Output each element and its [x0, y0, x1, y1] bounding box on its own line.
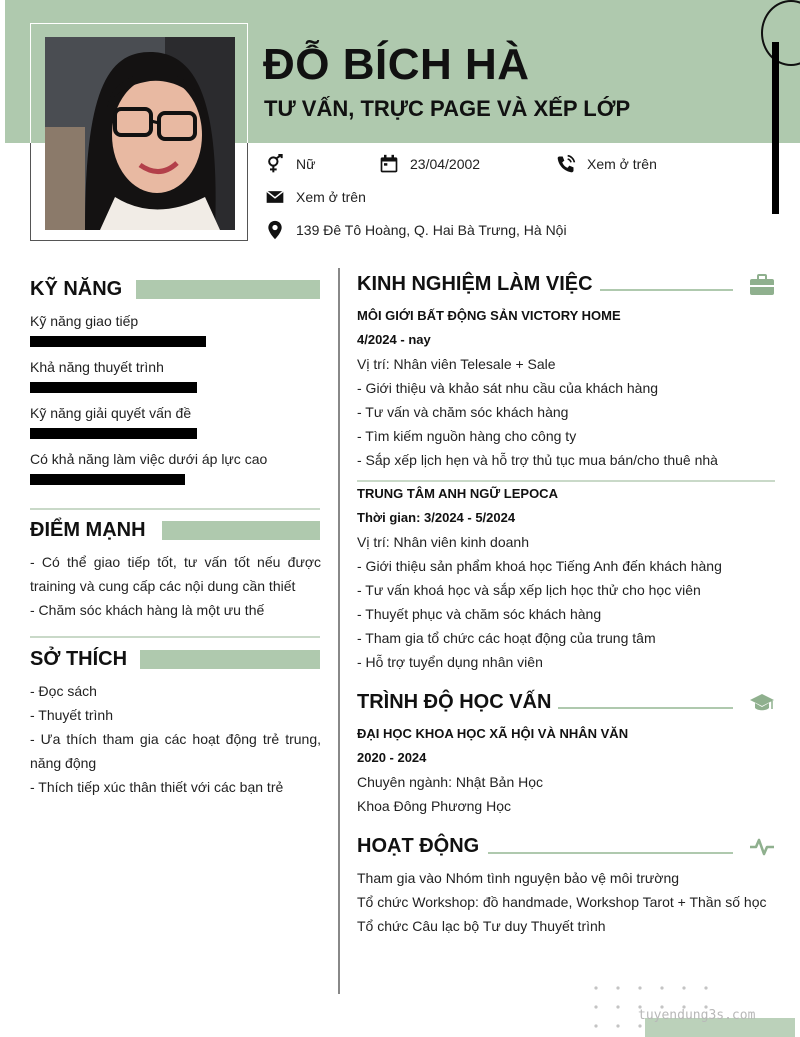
decorative-bar — [772, 42, 779, 214]
activities-title-line — [488, 852, 733, 854]
activity-item: Tổ chức Câu lạc bộ Tư duy Thuyết trình — [357, 918, 606, 934]
job-task: - Tư vấn khoá học và sắp xếp lịch học thử cho học viên — [357, 582, 701, 598]
job-position: Vị trí: Nhân viên kinh doanh — [357, 534, 529, 550]
avatar — [45, 37, 235, 230]
hobbies-title: SỞ THÍCH — [30, 648, 128, 670]
envelope-icon — [265, 187, 285, 207]
education-major: Chuyên ngành: Nhật Bản Học — [357, 774, 544, 790]
strengths-title: ĐIỂM MẠNH — [30, 519, 146, 541]
address-value: 139 Đê Tô Hoàng, Q. Hai Bà Trưng, Hà Nội — [296, 222, 567, 238]
strength-item: - Có thể giao tiếp tốt, tư vấn tốt nếu được training và cung cấp các nội dung cần thiết — [30, 554, 321, 594]
experience-title: KINH NGHIỆM LÀM VIỆC — [357, 273, 593, 295]
job-task: - Giới thiệu sản phẩm khoá học Tiếng Anh đến khách hàng — [357, 558, 722, 574]
skill-bar — [30, 336, 206, 347]
job-task: - Hỗ trợ tuyển dụng nhân viên — [357, 654, 543, 670]
skill-label: Kỹ năng giao tiếp — [30, 313, 139, 329]
column-divider — [338, 268, 340, 994]
phone-icon — [556, 154, 576, 174]
school-name: ĐẠI HỌC KHOA HỌC XÃ HỘI VÀ NHÂN VĂN — [357, 726, 629, 741]
job-title: TƯ VẤN, TRỰC PAGE VÀ XẾP LỚP — [264, 96, 631, 121]
activity-item: Tham gia vào Nhóm tình nguyện bảo vệ môi trường — [357, 870, 680, 886]
education-title-line — [558, 707, 733, 709]
education-period: 2020 - 2024 — [357, 750, 427, 765]
job-position: Vị trí: Nhân viên Telesale + Sale — [357, 356, 556, 372]
skill-label: Khả năng thuyết trình — [30, 359, 164, 375]
strengths-title-bar — [162, 521, 320, 540]
skill-bar — [30, 474, 185, 485]
email-value: Xem ở trên — [296, 189, 366, 205]
skill-bar — [30, 428, 197, 439]
hobby-item: - Thích tiếp xúc thân thiết với các bạn trẻ — [30, 779, 284, 795]
job-task: - Tìm kiếm nguồn hàng cho công ty — [357, 428, 577, 444]
graduation-cap-icon — [749, 690, 775, 716]
pulse-icon — [749, 834, 775, 860]
birthday-info — [379, 154, 480, 174]
job-task: - Tham gia tổ chức các hoạt động của trung tâm — [357, 630, 656, 646]
gender-icon — [265, 154, 285, 174]
hobby-item: - Thuyết trình — [30, 707, 114, 723]
job-task: - Thuyết phục và chăm sóc khách hàng — [357, 606, 602, 622]
company-name: MÔI GIỚI BẤT ĐỘNG SẢN VICTORY HOME — [357, 308, 621, 323]
phone-info — [556, 154, 657, 174]
activity-item: Tổ chức Workshop: đồ handmade, Workshop Tarot + Thần số học — [357, 894, 767, 910]
education-faculty: Khoa Đông Phương Học — [357, 798, 511, 814]
briefcase-icon — [749, 272, 775, 298]
email-info — [265, 187, 366, 207]
skill-bar — [30, 382, 197, 393]
skills-title-bar — [136, 280, 320, 299]
hobby-item: - Đọc sách — [30, 683, 97, 699]
divider — [30, 508, 320, 510]
job-task: - Sắp xếp lịch hẹn và hỗ trợ thủ tục mua bán/cho thuê nhà — [357, 452, 718, 468]
calendar-icon — [379, 154, 399, 174]
strength-item: - Chăm sóc khách hàng là một ưu thế — [30, 602, 265, 618]
birthday-value: 23/04/2002 — [410, 156, 481, 172]
address-info — [265, 220, 567, 240]
skill-label: Kỹ năng giải quyết vấn đề — [30, 405, 192, 421]
gender-value: Nữ — [296, 156, 316, 172]
phone-value: Xem ở trên — [587, 156, 657, 172]
job-task: - Giới thiệu và khảo sát nhu cầu của khách hàng — [357, 380, 659, 396]
gender-info — [265, 154, 315, 174]
job-period: Thời gian: 3/2024 - 5/2024 — [357, 510, 516, 525]
skill-label: Có khả năng làm việc dưới áp lực cao — [30, 451, 268, 467]
candidate-name: ĐỖ BÍCH HÀ — [263, 40, 530, 89]
company-name: TRUNG TÂM ANH NGỮ LEPOCA — [357, 486, 558, 501]
watermark: tuyendung3s.com — [638, 1008, 756, 1023]
education-title: TRÌNH ĐỘ HỌC VẤN — [357, 691, 552, 713]
job-task: - Tư vấn và chăm sóc khách hàng — [357, 404, 569, 420]
hobby-item: - Ưa thích tham gia các hoạt động trẻ trung, năng động — [30, 731, 321, 771]
experience-title-line — [600, 289, 733, 291]
activities-title: HOẠT ĐỘNG — [357, 835, 480, 857]
location-pin-icon — [265, 220, 285, 240]
divider — [30, 636, 320, 638]
job-period: 4/2024 - nay — [357, 332, 431, 347]
skills-title: KỸ NĂNG — [30, 278, 123, 300]
hobbies-title-bar — [140, 650, 320, 669]
